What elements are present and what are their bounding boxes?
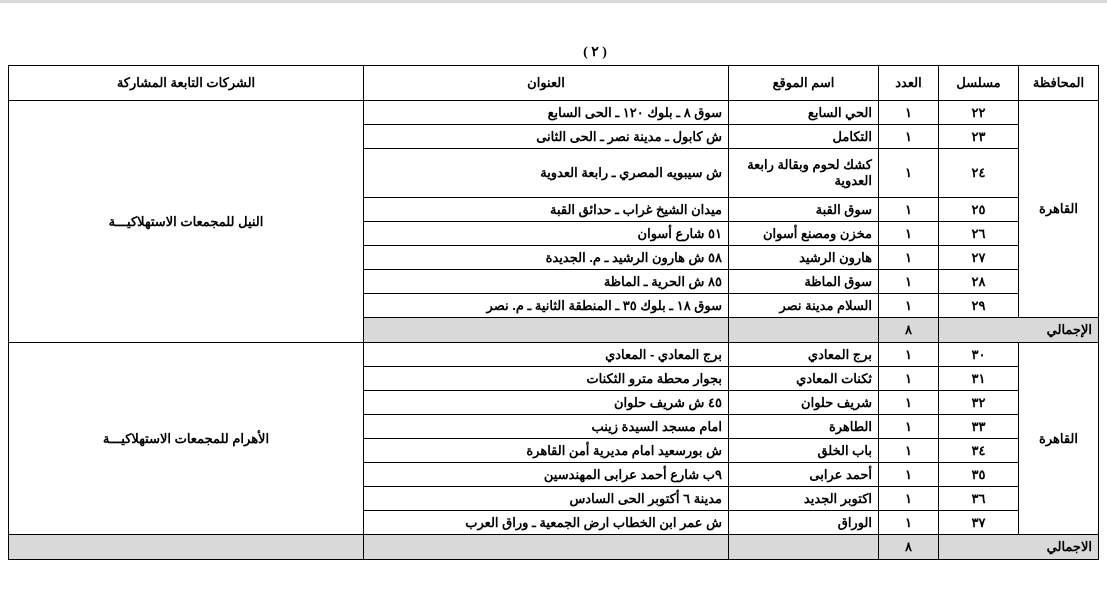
count-cell: ١: [879, 125, 939, 149]
header-serial: مسلسل: [939, 66, 1019, 101]
serial-cell: ٣٤: [939, 439, 1019, 463]
address-cell: ش سيبويه المصري ـ رابعة العدوية: [364, 149, 729, 198]
address-cell: برج المعادي - المعادي: [364, 343, 729, 367]
sites-table: [8, 65, 1099, 560]
count-cell: ١: [879, 511, 939, 535]
address-cell: مدينة ٦ أكتوبر الحى السادس: [364, 487, 729, 511]
site-name-cell: أحمد عرابى: [729, 463, 879, 487]
site-name-cell: الحي السابع: [729, 101, 879, 125]
address-cell: سوق ٨ ـ بلوك ١٢٠ ـ الحى السابع: [364, 101, 729, 125]
address-cell: ٩ب شارع أحمد عرابى المهندسين: [364, 463, 729, 487]
serial-cell: ٢٨: [939, 270, 1019, 294]
address-cell: بجوار محطة مترو الثكنات: [364, 367, 729, 391]
table-row: [9, 101, 1099, 125]
serial-cell: ٣٣: [939, 415, 1019, 439]
site-name-cell: الوراق: [729, 511, 879, 535]
count-cell: ١: [879, 439, 939, 463]
page-number: ( ٢ ): [583, 45, 607, 60]
serial-cell: ٢٩: [939, 294, 1019, 318]
count-cell: ١: [879, 294, 939, 318]
site-name-cell: السلام مدينة نصر: [729, 294, 879, 318]
header-company: الشركات التابعة المشاركة: [9, 66, 364, 101]
site-name-cell: كشك لحوم وبقالة رابعة العدوية: [729, 149, 879, 198]
address-cell: ش بورسعيد امام مديرية أمن القاهرة: [364, 439, 729, 463]
total-label: الإجمالي: [939, 318, 1099, 343]
count-cell: ١: [879, 198, 939, 222]
site-name-cell: التكامل: [729, 125, 879, 149]
site-name-cell: باب الخلق: [729, 439, 879, 463]
total-row: [9, 535, 1099, 560]
count-cell: ١: [879, 415, 939, 439]
total-empty-cell: [9, 535, 364, 560]
site-name-cell: الطاهرة: [729, 415, 879, 439]
site-name-cell: سوق الماظة: [729, 270, 879, 294]
address-cell: ٤٥ ش شريف حلوان: [364, 391, 729, 415]
total-count: ٨: [879, 318, 939, 343]
count-cell: ١: [879, 246, 939, 270]
total-empty-cell: [729, 318, 879, 343]
header-address: العنوان: [364, 66, 729, 101]
address-cell: ٥٨ ش هارون الرشيد ـ م. الجديدة: [364, 246, 729, 270]
total-empty-cell: [364, 318, 729, 343]
total-label: الاجمالي: [939, 535, 1099, 560]
serial-cell: ٣٥: [939, 463, 1019, 487]
serial-cell: ٣٦: [939, 487, 1019, 511]
site-name-cell: شريف حلوان: [729, 391, 879, 415]
table-row: [9, 343, 1099, 367]
count-cell: ١: [879, 487, 939, 511]
site-name-cell: برج المعادي: [729, 343, 879, 367]
site-name-cell: مخزن ومصنع أسوان: [729, 222, 879, 246]
total-count: ٨: [879, 535, 939, 560]
header-count: العدد: [879, 66, 939, 101]
top-divider: [0, 0, 1107, 3]
governorate-cell: القاهرة: [1019, 101, 1099, 318]
count-cell: ١: [879, 391, 939, 415]
address-cell: ٥١ شارع أسوان: [364, 222, 729, 246]
address-cell: ميدان الشيخ غراب ـ حدائق القبة: [364, 198, 729, 222]
header-governorate: المحافظة: [1019, 66, 1099, 101]
header-site-name: اسم الموقع: [729, 66, 879, 101]
company-cell: الأهرام للمجمعات الاستهلاكيـــة: [9, 343, 364, 535]
site-name-cell: اكتوبر الجديد: [729, 487, 879, 511]
serial-cell: ٣١: [939, 367, 1019, 391]
count-cell: ١: [879, 367, 939, 391]
serial-cell: ٢٤: [939, 149, 1019, 198]
site-name-cell: سوق القبة: [729, 198, 879, 222]
count-cell: ١: [879, 222, 939, 246]
count-cell: ١: [879, 463, 939, 487]
serial-cell: ٢٣: [939, 125, 1019, 149]
count-cell: ١: [879, 149, 939, 198]
serial-cell: ٢٦: [939, 222, 1019, 246]
serial-cell: ٢٧: [939, 246, 1019, 270]
serial-cell: ٣٧: [939, 511, 1019, 535]
count-cell: ١: [879, 270, 939, 294]
site-name-cell: هارون الرشيد: [729, 246, 879, 270]
serial-cell: ٢٢: [939, 101, 1019, 125]
company-cell: النيل للمجمعات الاستهلاكيـــة: [9, 101, 364, 343]
serial-cell: ٣٢: [939, 391, 1019, 415]
count-cell: ١: [879, 343, 939, 367]
address-cell: ش عمر ابن الخطاب ارض الجمعية ـ وراق العرب: [364, 511, 729, 535]
count-cell: ١: [879, 101, 939, 125]
total-empty-cell: [729, 535, 879, 560]
address-cell: ٨٥ ش الحرية ـ الماظة: [364, 270, 729, 294]
address-cell: امام مسجد السيدة زينب: [364, 415, 729, 439]
header-row: [9, 66, 1099, 101]
address-cell: ش كابول ـ مدينة نصر ـ الحى الثانى: [364, 125, 729, 149]
total-empty-cell: [364, 535, 729, 560]
site-name-cell: ثكنات المعادي: [729, 367, 879, 391]
serial-cell: ٣٠: [939, 343, 1019, 367]
serial-cell: ٢٥: [939, 198, 1019, 222]
address-cell: سوق ١٨ ـ بلوك ٣٥ ـ المنطقة الثانية ـ م. نصر: [364, 294, 729, 318]
governorate-cell: القاهرة: [1019, 343, 1099, 535]
